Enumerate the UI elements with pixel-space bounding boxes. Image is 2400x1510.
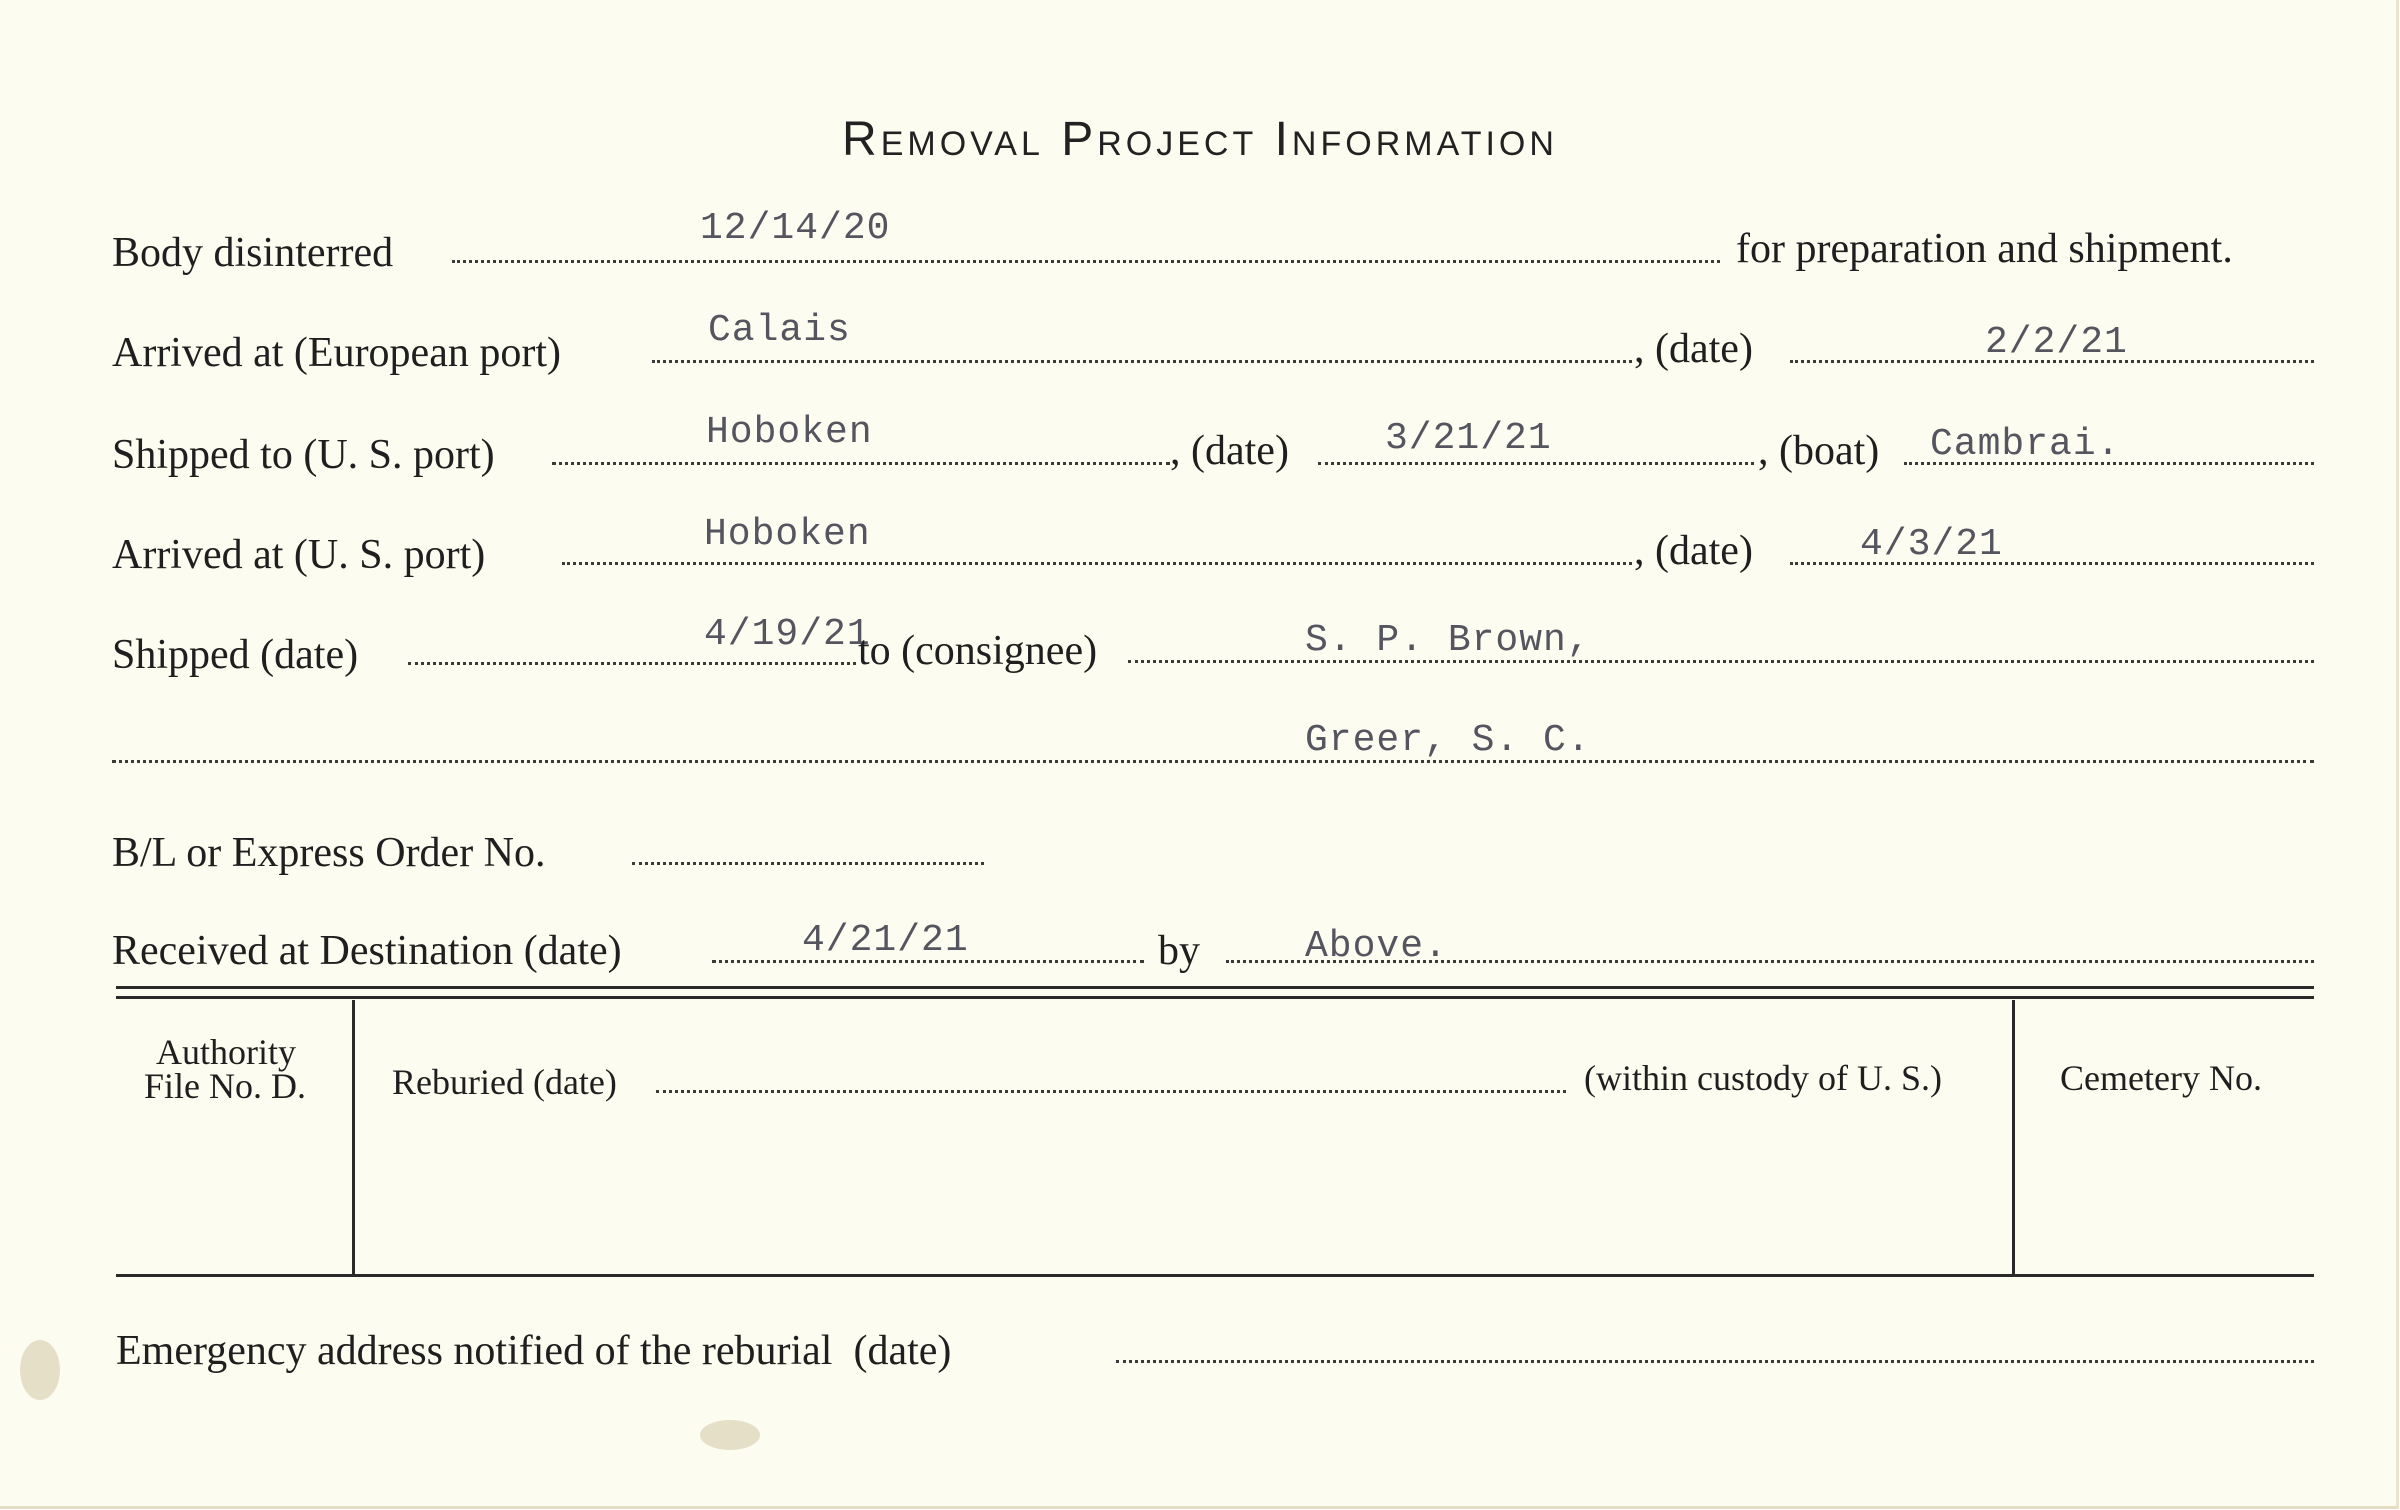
shipped-us-boat: Cambrai. <box>1930 423 2121 466</box>
shipped-us-line <box>552 462 1170 465</box>
table-bottom-rule <box>116 1274 2314 1277</box>
arrived-us-date-label: , (date) <box>1634 528 1753 574</box>
consignee-label: to (consignee) <box>858 628 1098 674</box>
reburied-line <box>656 1090 1566 1093</box>
bl-line <box>632 862 984 865</box>
address-line <box>112 760 2314 763</box>
reburied-label: Reburied (date) <box>392 1062 617 1102</box>
received-label: Received at Destination (date) <box>112 928 622 974</box>
table-top-rule-inner <box>116 996 2314 999</box>
received-by: Above. <box>1305 925 1448 968</box>
shipped-us-date-line <box>1318 462 1754 465</box>
disinterred-suffix: for preparation and shipment. <box>1736 226 2233 272</box>
disinterred-date: 12/14/20 <box>700 207 891 250</box>
shipped-date: 4/19/21 <box>704 613 871 656</box>
shipped-date-line <box>408 662 856 665</box>
arrived-us-line <box>562 562 1632 565</box>
arrived-us-port: Hoboken <box>704 513 871 556</box>
consignee-address: Greer, S. C. <box>1305 719 1591 762</box>
table-top-rule <box>116 986 2314 989</box>
table-divider-left <box>352 1000 355 1274</box>
disinterred-line <box>452 260 1720 263</box>
consignee-name: S. P. Brown, <box>1305 619 1591 662</box>
emergency-line <box>1116 1360 2314 1363</box>
bl-label: B/L or Express Order No. <box>112 830 546 876</box>
emergency-label: Emergency address notified of the reburial (date) <box>116 1328 952 1374</box>
european-port-date: 2/2/21 <box>1985 321 2128 364</box>
received-by-label: by <box>1158 928 1200 974</box>
shipped-date-label: Shipped (date) <box>112 632 359 678</box>
card-title: Removal Project Information <box>842 113 1558 166</box>
european-port-date-label: , (date) <box>1634 326 1753 372</box>
disinterred-label: Body disinterred <box>112 230 394 276</box>
shipped-us-label: Shipped to (U. S. port) <box>112 432 495 478</box>
stain-mark <box>700 1420 760 1450</box>
cemetery-label: Cemetery No. <box>2060 1058 2262 1098</box>
shipped-us-date: 3/21/21 <box>1385 417 1552 460</box>
arrived-us-date: 4/3/21 <box>1860 523 2003 566</box>
shipped-us-port: Hoboken <box>706 411 873 454</box>
european-port-value: Calais <box>708 309 851 352</box>
shipped-us-date-label: , (date) <box>1170 428 1289 474</box>
authority-line2: File No. D. <box>144 1066 306 1106</box>
european-port-label: Arrived at (European port) <box>112 330 561 376</box>
authority-line1: Authority <box>156 1032 296 1072</box>
received-date: 4/21/21 <box>802 919 969 962</box>
shipped-us-boat-label: , (boat) <box>1758 428 1880 474</box>
custody-label: (within custody of U. S.) <box>1584 1058 1942 1098</box>
arrived-us-label: Arrived at (U. S. port) <box>112 532 486 578</box>
stain-mark <box>20 1340 60 1400</box>
european-port-line <box>652 360 1632 363</box>
table-divider-right <box>2012 1000 2015 1274</box>
